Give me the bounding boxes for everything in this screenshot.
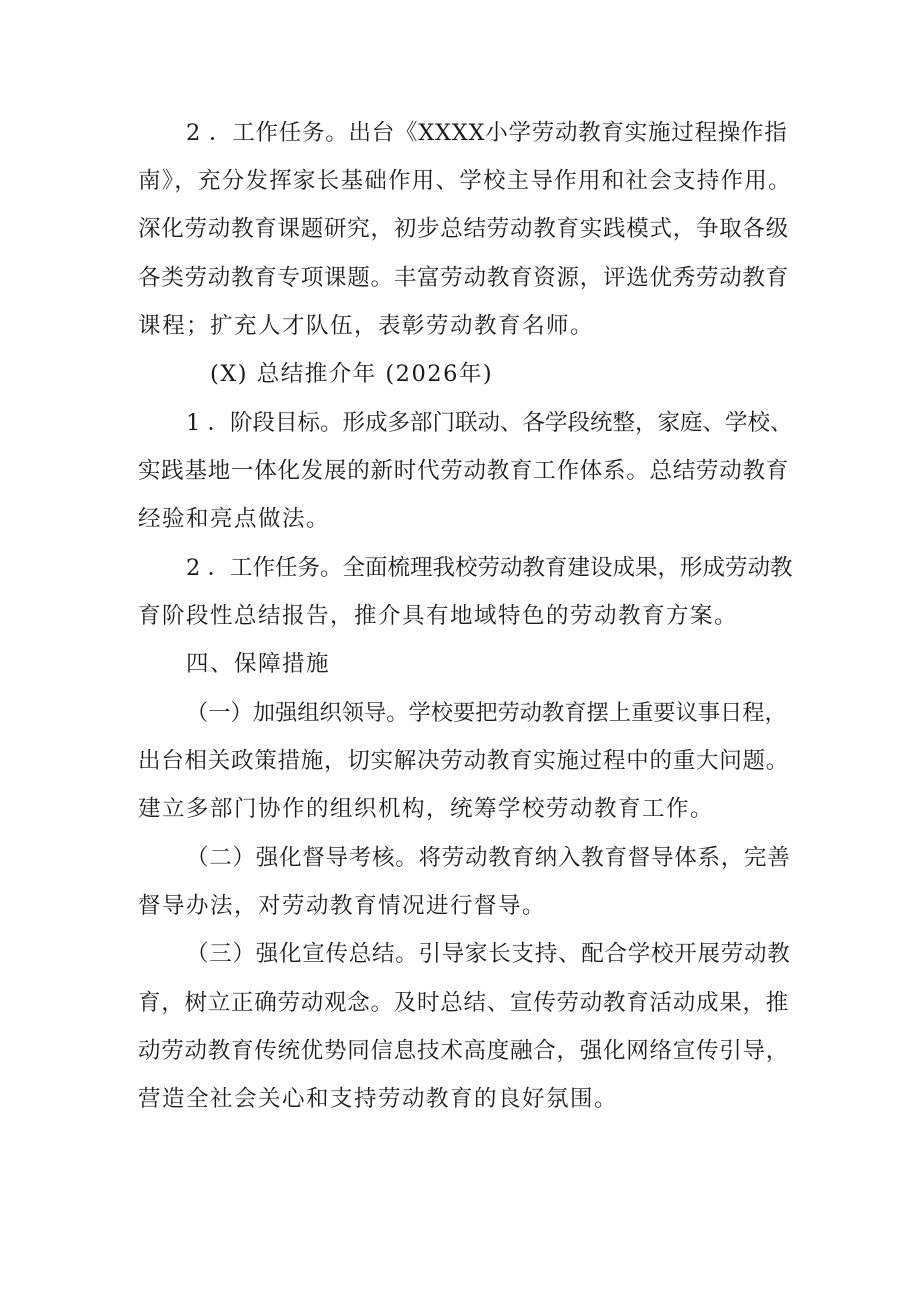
para2-line-3: 经验和亮点做法。 [138, 506, 331, 532]
para1-line-1: 2 ．工作任务。出台《XXXX小学劳动教育实施过程操作指 [186, 120, 788, 146]
para1-line-2: 南》，充分发挥家长基础作用、学校主导作用和社会支持作用。 [138, 168, 792, 194]
para3-line-2: 育阶段性总结报告，推介具有地域特色的劳动教育方案。 [138, 603, 739, 629]
para6-line-4: 营造全社会关心和支持劳动教育的良好氛围。 [138, 1086, 619, 1112]
section-4-heading: 四、保障措施 [186, 651, 331, 677]
para6-line-3: 动劳动教育传统优势同信息技术高度融合，强化网络宣传引导， [138, 1038, 790, 1064]
para6-line-2: 育，树立正确劳动观念。及时总结、宣传劳动教育活动成果，推 [138, 990, 790, 1016]
para5-line-2: 督导办法，对劳动教育情况进行督导。 [138, 893, 547, 919]
para1-line-5: 课程；扩充人才队伍，表彰劳动教育名师。 [138, 313, 595, 339]
para1-line-4: 各类劳动教育专项课题。丰富劳动教育资源，评选优秀劳动教育 [138, 265, 790, 291]
para6-line-1: （三）强化宣传总结。引导家长支持、配合学校开展劳动教 [186, 941, 791, 967]
para4-line-1: （一）加强组织领导。学校要把劳动教育摆上重要议事日程， [186, 700, 787, 726]
para1-line-3: 深化劳动教育课题研究，初步总结劳动教育实践模式，争取各级 [138, 216, 790, 242]
para2-line-2: 实践基地一体化发展的新时代劳动教育工作体系。总结劳动教育 [138, 458, 790, 484]
section-x-heading: (X) 总结推介年 (2026年) [210, 361, 494, 387]
para3-line-1: 2 ．工作任务。全面梳理我校劳动教育建设成果，形成劳动教 [186, 555, 793, 581]
para4-line-3: 建立多部门协作的组织机构，统筹学校劳动教育工作。 [138, 796, 715, 822]
para2-line-1: 1 ．阶段目标。形成多部门联动、各学段统整，家庭、学校、 [186, 410, 793, 436]
para4-line-2: 出台相关政策措施，切实解决劳动教育实施过程中的重大问题。 [138, 748, 790, 774]
para5-line-1: （二）强化督导考核。将劳动教育纳入教育督导体系，完善 [186, 845, 791, 871]
